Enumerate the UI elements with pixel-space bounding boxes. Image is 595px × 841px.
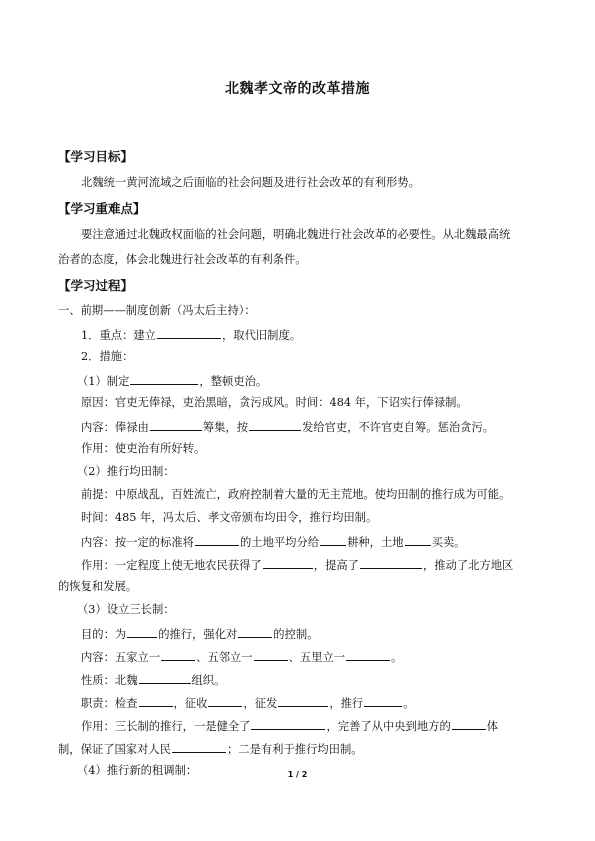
page-number: 1 / 2	[287, 770, 308, 779]
fill-blank[interactable]	[278, 695, 328, 707]
fill-blank[interactable]	[139, 695, 173, 707]
fill-blank[interactable]	[320, 534, 346, 546]
body-line: 一、前期——制度创新（冯太后主持）：	[58, 304, 256, 317]
fill-blank[interactable]	[364, 695, 402, 707]
body-line: 内容：俸禄由 筹集，按 发给官吏，不许官吏自筹。惩治贪污。	[81, 421, 495, 434]
body-line: 作用：三长制的推行，一是健全了 ，完善了从中央到地方的 体	[81, 720, 499, 733]
body-line: 内容：按一定的标准将 的土地平均分给 耕种，土地 买卖。	[81, 536, 466, 549]
fill-blank[interactable]	[157, 327, 221, 339]
key-points-heading: 【学习重难点】	[58, 201, 146, 216]
fill-blank[interactable]	[130, 373, 198, 385]
body-line: 时间：485 年，冯太后、孝文帝颁布均田令，推行均田制。	[81, 511, 378, 524]
body-line: 目的：为 的推行，强化对 的控制。	[81, 628, 319, 641]
body-line: 制，保证了国家对人民 ；二是有利于推行均田制。	[58, 743, 363, 756]
fill-blank[interactable]	[139, 672, 191, 684]
body-line: 2．措施：	[81, 350, 134, 363]
body-line: 作用：一定程度上使无地农民获得了 ，提高了 ，推动了北方地区	[81, 559, 514, 572]
fill-blank[interactable]	[238, 626, 272, 638]
body-line: 作用：使吏治有所好转。	[81, 442, 206, 455]
fill-blank[interactable]	[263, 557, 313, 569]
fill-blank[interactable]	[172, 741, 226, 753]
fill-blank[interactable]	[251, 718, 325, 730]
body-line: 的恢复和发展。	[58, 580, 138, 593]
body-line: 前提：中原战乱，百姓流亡，政府控制着大量的无主荒地。使均田制的推行成为可能。	[81, 488, 511, 501]
body-line: （2）推行均田制：	[77, 465, 175, 478]
learning-process-heading: 【学习过程】	[58, 278, 134, 293]
page-title: 北魏孝文帝的改革措施	[225, 81, 370, 97]
body-line: （4）推行新的租调制：	[77, 764, 198, 777]
fill-blank[interactable]	[127, 626, 157, 638]
body-line: 1．重点：建立 ，取代旧制度。	[81, 329, 302, 342]
learning-goal-heading: 【学习目标】	[58, 149, 134, 164]
fill-blank[interactable]	[405, 534, 431, 546]
key-points-text-2: 治者的态度，体会北魏进行社会改革的有利条件。	[58, 253, 307, 266]
body-line: 原因：官吏无俸禄，吏治黑暗，贪污成风。时间：484 年，下诏实行俸禄制。	[81, 396, 468, 409]
body-line: （1）制定 ，整顿吏治。	[77, 375, 268, 388]
body-line: 职责：检查 ，征收 ，征发 ，推行 。	[81, 697, 415, 710]
key-points-text-1: 要注意通过北魏政权面临的社会问题，明确北魏进行社会改革的必要性。从北魏最高统	[81, 228, 511, 241]
body-line: 内容：五家立一 、五邻立一 、五里立一 。	[81, 651, 403, 664]
fill-blank[interactable]	[360, 557, 422, 569]
learning-goal-text: 北魏统一黄河流域之后面临的社会问题及进行社会改革的有利形势。	[81, 176, 420, 189]
fill-blank[interactable]	[150, 419, 202, 431]
fill-blank[interactable]	[208, 695, 242, 707]
fill-blank[interactable]	[254, 649, 288, 661]
fill-blank[interactable]	[346, 649, 390, 661]
fill-blank[interactable]	[452, 718, 486, 730]
fill-blank[interactable]	[195, 534, 239, 546]
body-line: 性质：北魏 组织。	[81, 674, 226, 687]
fill-blank[interactable]	[161, 649, 195, 661]
fill-blank[interactable]	[249, 419, 301, 431]
body-line: （3）设立三长制：	[77, 603, 175, 616]
